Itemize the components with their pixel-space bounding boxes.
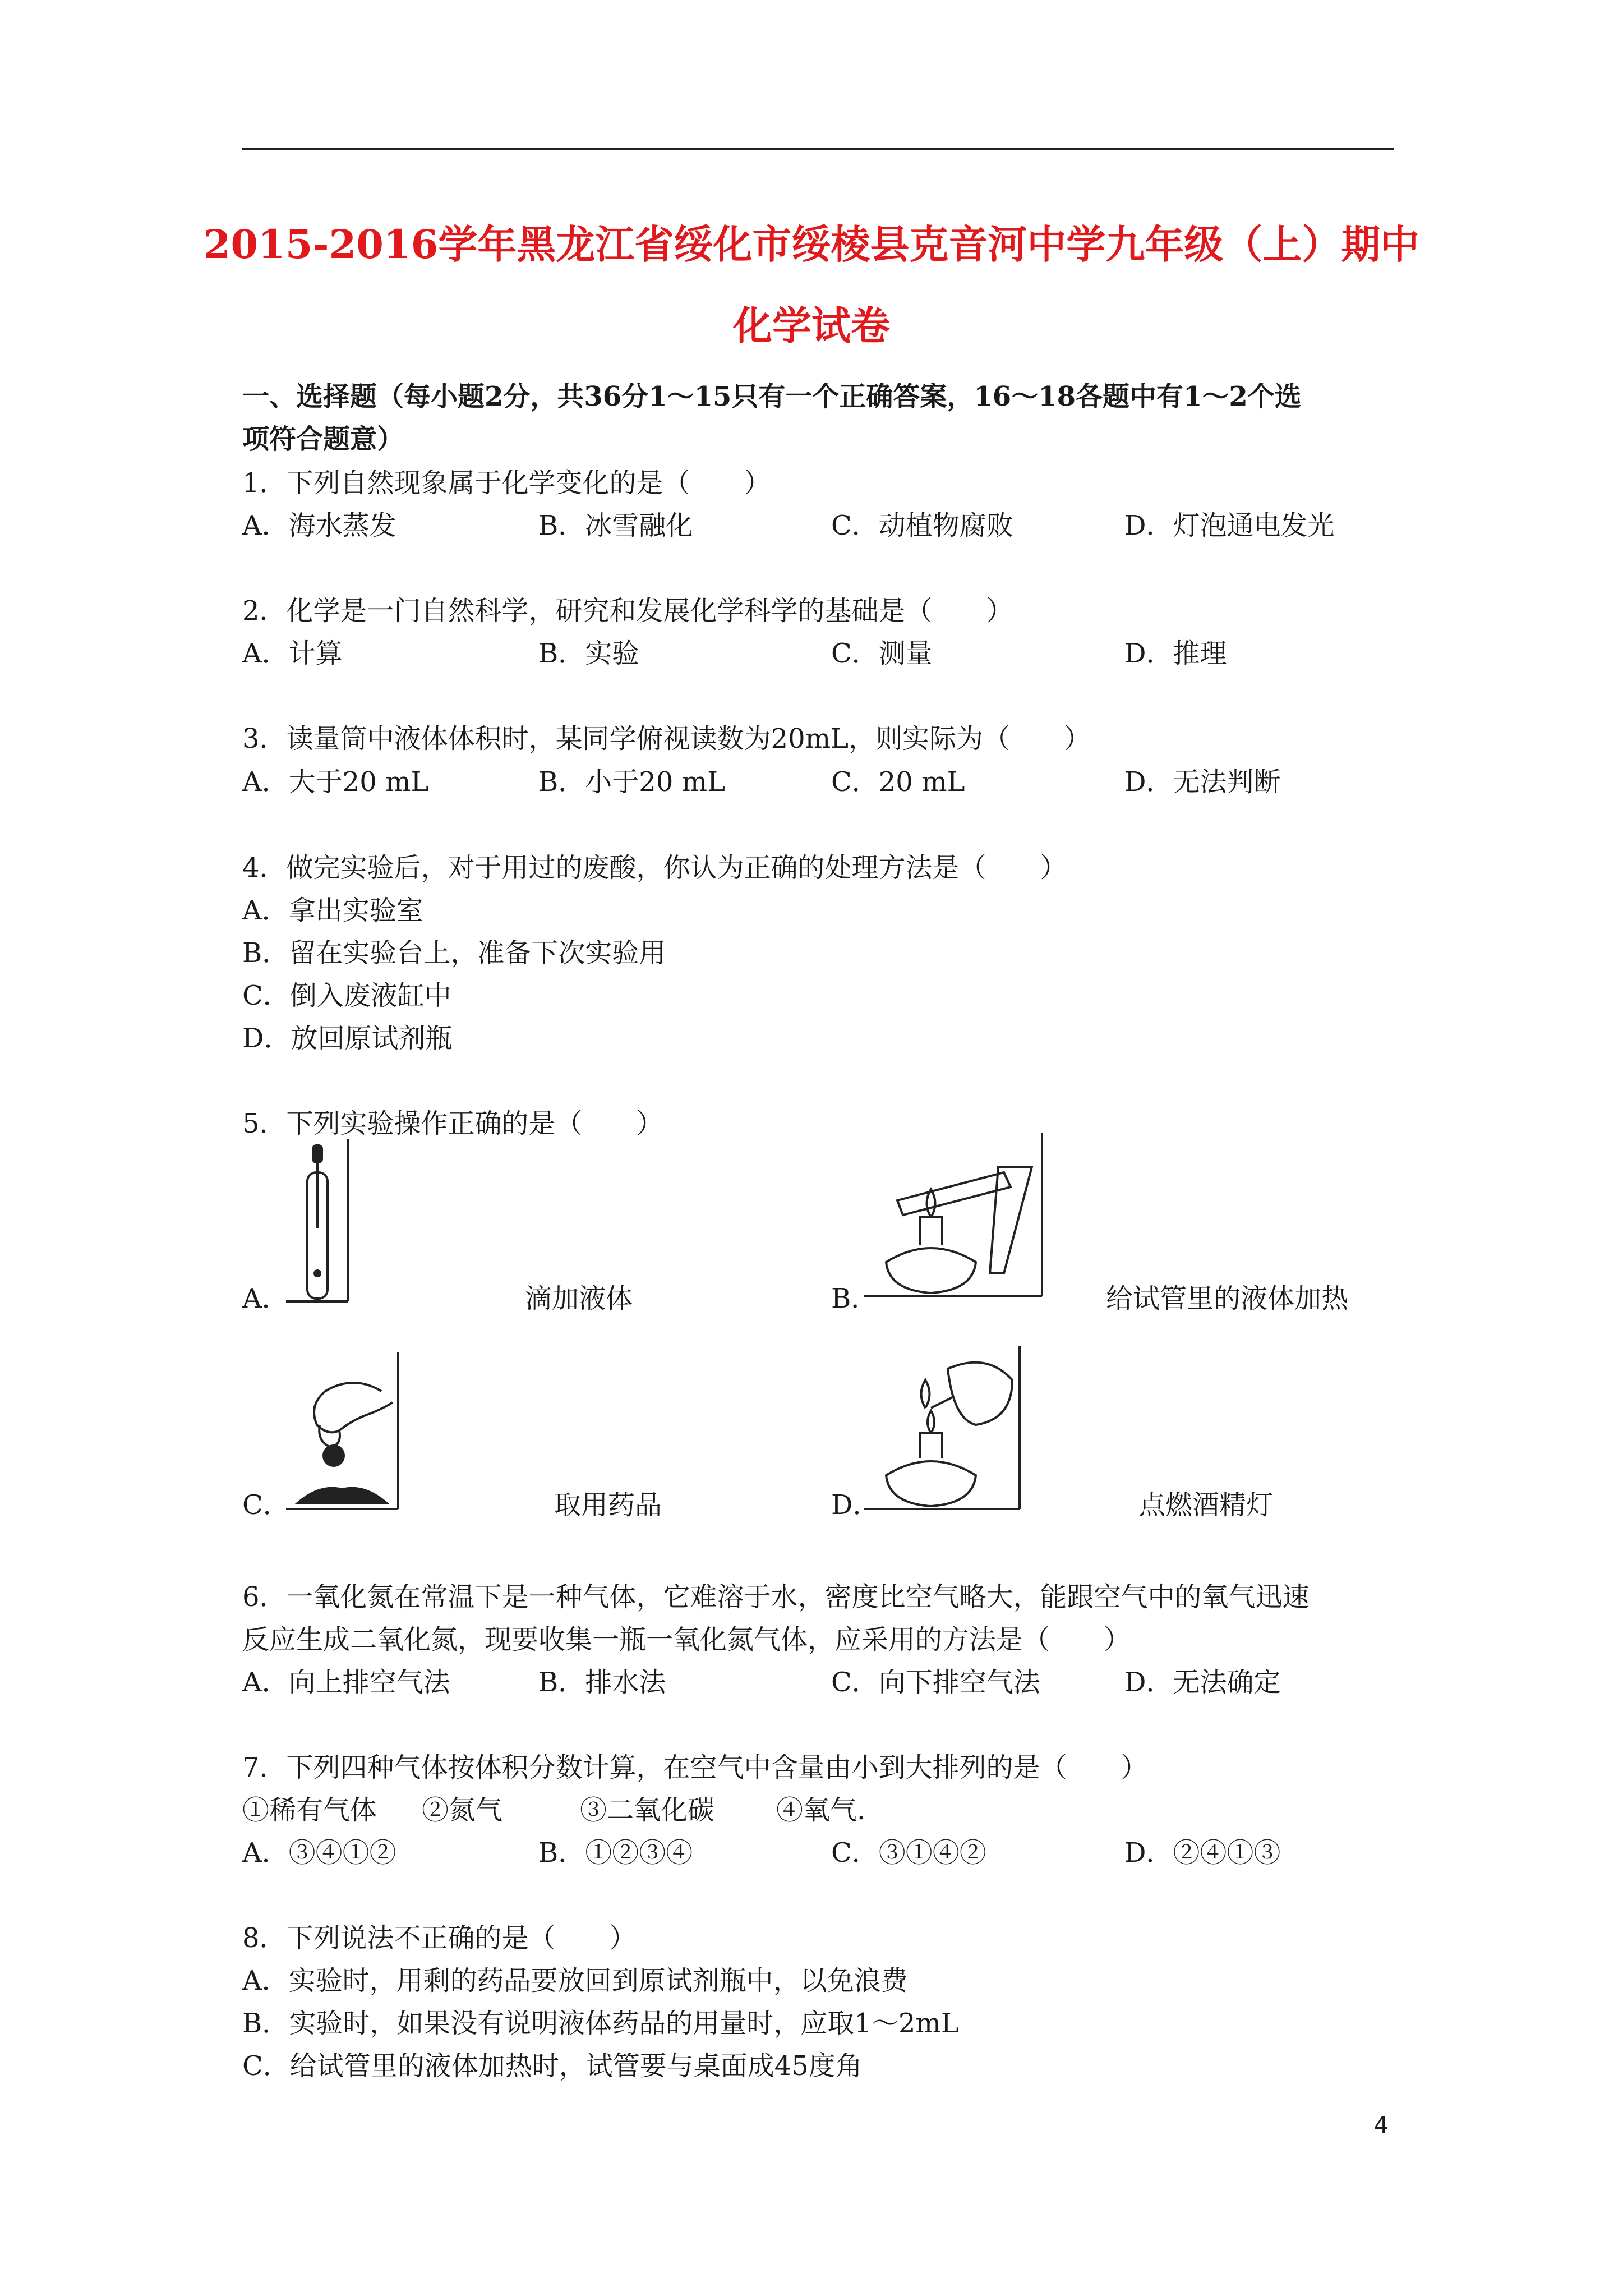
q8-option-a: A．实验时，用剩的药品要放回到原试剂瓶中，以免浪费 bbox=[242, 1965, 908, 1996]
question-6-stem: 6．一氧化氮在常温下是一种气体，它难溶于水，密度比空气略大，能跟空气中的氧气迅速 bbox=[242, 1581, 1310, 1613]
q1-option-d: D．灯泡通电发光 bbox=[1124, 510, 1335, 541]
q6-option-c: C．向下排空气法 bbox=[831, 1667, 1040, 1698]
dropper-test-tube-figure bbox=[286, 1139, 353, 1307]
q8-option-c: C．给试管里的液体加热时，试管要与桌面成45度角 bbox=[242, 2050, 863, 2082]
section-heading: 一、选择题（每小题2分，共36分1～15只有一个正确答案，16～18各题中有1～2个选 bbox=[242, 381, 1302, 412]
q7-item-4: ④氧气. bbox=[776, 1795, 866, 1826]
q5-option-a-label: 滴加液体 bbox=[525, 1283, 633, 1314]
q4-option-d: D．放回原试剂瓶 bbox=[242, 1023, 453, 1054]
question-6-stem-line2: 反应生成二氧化氮，现要收集一瓶一氧化氮气体，应采用的方法是（ ） bbox=[242, 1624, 1131, 1655]
question-8-stem: 8．下列说法不正确的是（ ） bbox=[242, 1922, 637, 1954]
q3-option-b: B．小于20 mL bbox=[538, 766, 726, 798]
header-rule bbox=[242, 148, 1394, 150]
q4-option-a: A．拿出实验室 bbox=[242, 895, 423, 926]
hand-taking-chemical-figure bbox=[286, 1352, 404, 1515]
q7-option-c: C．③①④② bbox=[831, 1837, 986, 1869]
q8-option-b: B．实验时，如果没有说明液体药品的用量时，应取1～2mL bbox=[242, 2008, 959, 2039]
q4-option-b: B．留在实验台上，准备下次实验用 bbox=[242, 937, 666, 969]
q1-option-a: A．海水蒸发 bbox=[242, 510, 396, 541]
q6-option-a: A．向上排空气法 bbox=[242, 1667, 450, 1698]
q7-option-b: B．①②③④ bbox=[538, 1837, 693, 1869]
question-5-stem: 5．下列实验操作正确的是（ ） bbox=[242, 1108, 663, 1139]
q5-option-b-label: 给试管里的液体加热 bbox=[1106, 1283, 1349, 1314]
q2-option-a: A．计算 bbox=[242, 638, 343, 669]
page-number: 4 bbox=[1374, 2113, 1389, 2138]
question-1-stem: 1．下列自然现象属于化学变化的是（ ） bbox=[242, 467, 771, 499]
q3-option-c: C．20 mL bbox=[831, 766, 965, 798]
heating-test-tube-figure bbox=[864, 1133, 1049, 1307]
q4-option-c: C．倒入废液缸中 bbox=[242, 980, 451, 1011]
q6-option-d: D．无法确定 bbox=[1124, 1667, 1281, 1698]
page-title: 2015-2016学年黑龙江省绥化市绥棱县克音河中学九年级（上）期中 bbox=[203, 221, 1420, 268]
q7-item-3: ③二氧化碳 bbox=[580, 1795, 715, 1826]
question-7-stem: 7．下列四种气体按体积分数计算，在空气中含量由小到大排列的是（ ） bbox=[242, 1752, 1148, 1783]
question-2-stem: 2．化学是一门自然科学，研究和发展化学科学的基础是（ ） bbox=[242, 595, 1013, 627]
q5-option-c-letter: C． bbox=[242, 1489, 290, 1521]
q2-option-c: C．测量 bbox=[831, 638, 933, 669]
q5-option-a-letter: A． bbox=[242, 1283, 289, 1314]
q7-option-a: A．③④①② bbox=[242, 1837, 396, 1869]
q5-option-d-letter: D． bbox=[831, 1489, 880, 1521]
q5-option-d-label: 点燃酒精灯 bbox=[1138, 1489, 1274, 1521]
q5-option-c-label: 取用药品 bbox=[554, 1489, 662, 1521]
q3-option-d: D．无法判断 bbox=[1124, 766, 1281, 798]
q2-option-b: B．实验 bbox=[538, 638, 639, 669]
question-4-stem: 4．做完实验后，对于用过的废酸，你认为正确的处理方法是（ ） bbox=[242, 852, 1067, 884]
page-title-line2: 化学试卷 bbox=[733, 302, 890, 349]
question-3-stem: 3．读量筒中液体体积时，某同学俯视读数为20mL，则实际为（ ） bbox=[242, 723, 1091, 754]
lighting-alcohol-lamp-figure bbox=[864, 1346, 1026, 1515]
q1-option-c: C．动植物腐败 bbox=[831, 510, 1013, 541]
q7-item-2: ②氮气 bbox=[422, 1795, 503, 1826]
q2-option-d: D．推理 bbox=[1124, 638, 1227, 669]
q6-option-b: B．排水法 bbox=[538, 1667, 666, 1698]
q5-option-b-letter: B． bbox=[831, 1283, 878, 1314]
q1-option-b: B．冰雪融化 bbox=[538, 510, 693, 541]
q3-option-a: A．大于20 mL bbox=[242, 766, 429, 798]
q7-option-d: D．②④①③ bbox=[1124, 1837, 1281, 1869]
q7-item-1: ①稀有气体 bbox=[242, 1795, 377, 1826]
section-heading-line2: 项符合题意） bbox=[242, 424, 404, 455]
